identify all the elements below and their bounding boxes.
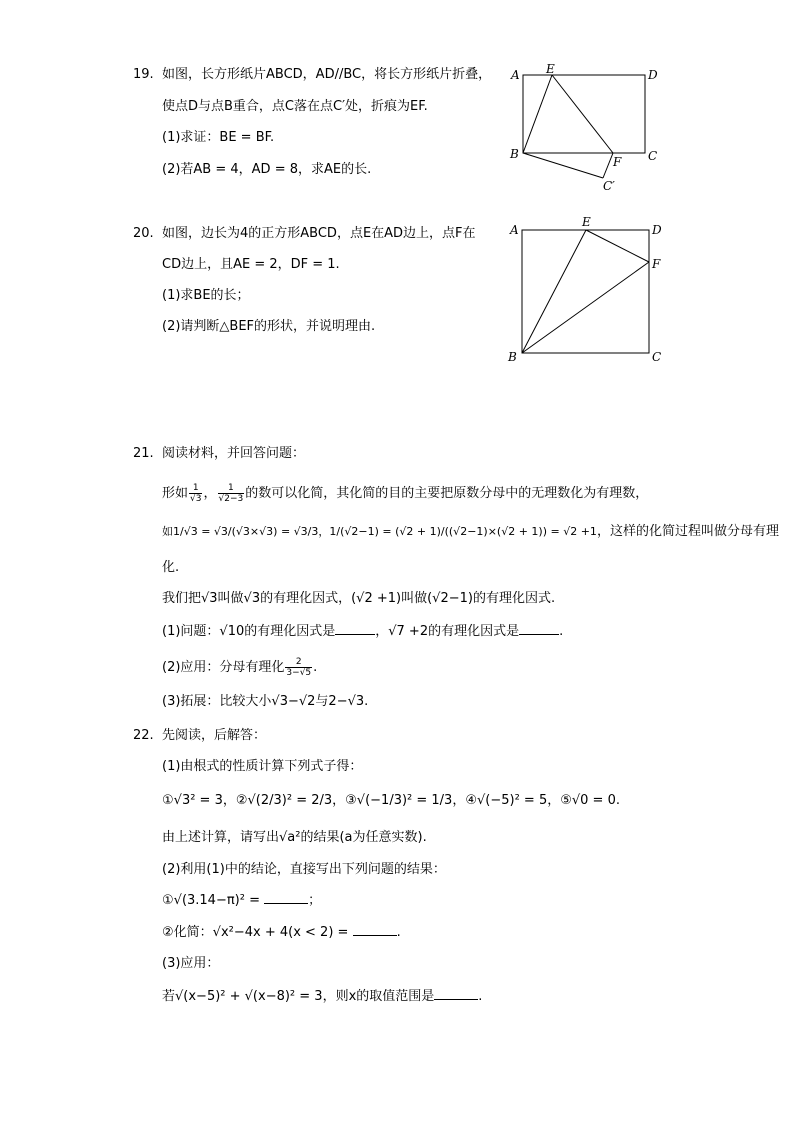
answer-blank-5 xyxy=(434,987,478,1000)
q22-item1: ①√(3.14−π)² = ； xyxy=(162,893,322,908)
q21-part1: (1)问题：√10的有理化因式是 ，√7 +2的有理化因式是 . xyxy=(162,624,564,639)
rationalize-example: 1/√3 = √3/(√3×√3) = √3/3，1/(√2−1) = (√2 + 1)/((√2−1)×(√2 + 1)) = √2 +1 xyxy=(173,525,597,538)
q21-line5: 我们把√3叫做√3的有理化因式，(√2 +1)叫做(√2−1)的有理化因式. xyxy=(162,591,556,606)
q20-part2: (2)请判断△BEF的形状，并说明理由. xyxy=(162,319,376,334)
q22-line2: (1)由根式的性质计算下列式子得： xyxy=(162,759,363,774)
q21-line3: 如1/√3 = √3/(√3×√3) = √3/3，1/(√2−1) = (√2 + 1)/((√2−1)×(√2 + 1)) = √2 +1，这样的化简过程叫做分母有理 xyxy=(162,524,779,539)
q19-label-c: C xyxy=(648,149,658,163)
fraction-2-over-3-minus-root5: $\frac{2}{3-√5}$ xyxy=(286,657,312,678)
q19-number: 19. xyxy=(133,67,154,82)
q19-part2: (2)若AB = 4，AD = 8，求AE的长. xyxy=(162,162,372,177)
answer-blank-4 xyxy=(353,923,397,936)
q22-line4: 由上述计算，请写出√a²的结果(a为任意实数). xyxy=(162,830,427,845)
q20-line2: CD边上，且AE = 2，DF = 1. xyxy=(162,257,340,272)
q20-part1: (1)求BE的长； xyxy=(162,288,250,303)
q22-line9: 若√(x−5)² + √(x−8)² = 3，则x的取值范围是 . xyxy=(162,989,483,1004)
q20-figure xyxy=(505,215,670,365)
q19-label-d: D xyxy=(648,68,658,82)
q20-label-c: C xyxy=(652,350,662,364)
q19-line2: 使点D与点B重合，点C落在点C′处，折痕为EF. xyxy=(162,99,428,114)
q21-line1: 阅读材料，并回答问题： xyxy=(162,446,306,461)
q21-part2: (2)应用：分母有理化 $\frac{2}{3-√5}$ . xyxy=(162,657,318,678)
q20-label-d: D xyxy=(652,223,662,237)
q19-label-b: B xyxy=(510,147,519,161)
q21-part3: (3)拓展：比较大小√3−√2与2−√3. xyxy=(162,694,369,709)
q21-number: 21. xyxy=(133,446,154,461)
q22-line3: ①√3² = 3，②√(2/3)² = 2/3，③√(−1/3)² = 1/3，④√(−5)² = 5，⑤√0 = 0. xyxy=(162,793,620,808)
q19-label-a: A xyxy=(511,68,520,82)
fraction-1-over-root3: $\frac{1}{√3}$ xyxy=(190,483,202,504)
q20-label-e: E xyxy=(582,215,591,229)
q19-line1: 如图，长方形纸片ABCD，AD//BC，将长方形纸片折叠， xyxy=(162,67,492,82)
q19-label-c-prime: C′ xyxy=(603,179,615,193)
q19-figure xyxy=(505,60,670,195)
q20-label-a: A xyxy=(510,223,519,237)
q22-number: 22. xyxy=(133,728,154,743)
answer-blank-3 xyxy=(264,891,308,904)
q20-label-f: F xyxy=(652,257,661,271)
fraction-1-over-root2-minus-3: $\frac{1}{√2-3}$ xyxy=(218,483,244,504)
q22-line5: (2)利用(1)中的结论，直接写出下列问题的结果： xyxy=(162,862,446,877)
q21-line4: 化. xyxy=(162,560,180,575)
q22-line1: 先阅读，后解答： xyxy=(162,728,267,743)
q22-part3: (3)应用： xyxy=(162,956,220,971)
q19-label-e: E xyxy=(546,62,555,76)
q19-label-f: F xyxy=(613,155,622,169)
q20-line1: 如图，边长为4的正方形ABCD，点E在AD边上，点F在 xyxy=(162,226,476,241)
answer-blank-2 xyxy=(519,622,559,635)
answer-blank-1 xyxy=(335,622,375,635)
q20-label-b: B xyxy=(508,350,517,364)
q21-line2: 形如 $\frac{1}{√3}$ ， $\frac{1}{√2-3}$ 的数可以化简，其化简的目的主要把原数分母中的无理数化为有理数， xyxy=(162,483,649,504)
q19-part1: (1)求证：BE = BF. xyxy=(162,130,275,145)
q20-number: 20. xyxy=(133,226,154,241)
q22-item2: ②化简：√x²−4x + 4(x < 2) = . xyxy=(162,925,401,940)
